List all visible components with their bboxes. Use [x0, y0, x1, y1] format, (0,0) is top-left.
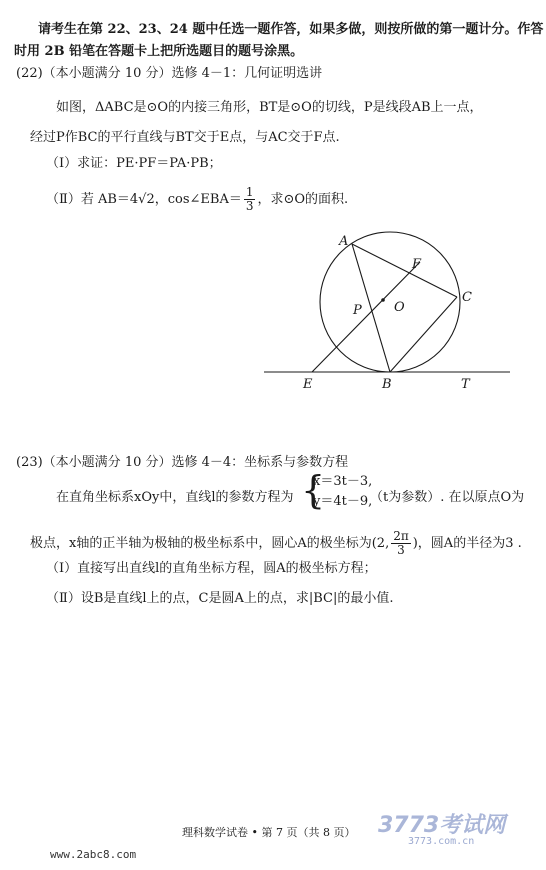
instruction-line-1: 请考生在第 22、23、24 题中任选一题作答，如果多做，则按所做的第一题计分。作答	[38, 22, 544, 37]
label-b: B	[382, 377, 392, 392]
q23-frac-num: 2π	[393, 529, 409, 543]
watermark-site: www.2abc8.com	[50, 848, 137, 861]
q23-frac-den: 3	[397, 543, 405, 557]
q23-stem-2-text-a: 极点，x轴的正半轴为极轴的极坐标系中，圆心A的极坐标为(2,	[30, 536, 390, 551]
label-c: C	[462, 290, 472, 305]
q23-eq-y: y＝4t－9,	[313, 494, 373, 509]
segment-ef	[312, 262, 420, 372]
q23-stem-2	[30, 530, 522, 557]
segment-ac	[352, 244, 457, 297]
label-f: F	[412, 257, 422, 272]
q23-stem-2-fraction	[391, 530, 411, 557]
q22-frac-num: 1	[245, 185, 254, 199]
label-p: P	[353, 303, 362, 318]
page-footer: 理科数学试卷 • 第 7 页（共 8 页）	[182, 826, 356, 839]
q23-stem-2-text-b: )，圆A的半径为3 .	[412, 536, 522, 551]
q22-header: (22)（本小题满分 10 分）选修 4－1：几何证明选讲	[16, 66, 323, 81]
q22-frac-den: 3	[245, 199, 254, 213]
q22-part-2-text-a: （Ⅱ）若 AB＝4√2，cos∠EBA＝	[46, 192, 242, 207]
q23-header: (23)（本小题满分 10 分）选修 4－4：坐标系与参数方程	[16, 455, 349, 470]
q22-stem-1: 如图，ΔABC是⊙O的内接三角形，BT是⊙O的切线，P是线段AB上一点，	[56, 100, 483, 115]
watermark-brand-url: 3773.com.cn	[408, 836, 475, 847]
q23-system-brace: {	[301, 468, 326, 512]
q22-part-2-text-b: ，求⊙O的面积.	[257, 192, 349, 207]
label-a: A	[339, 234, 349, 249]
q22-part-1: （Ⅰ）求证：PE·PF＝PA·PB；	[46, 156, 222, 171]
q23-eq-x: x＝3t－3,	[313, 474, 373, 489]
q23-part-1: （Ⅰ）直接写出直线l的直角坐标方程，圆A的极坐标方程；	[46, 561, 377, 576]
center-point-o	[381, 298, 385, 302]
label-o: O	[394, 300, 405, 315]
watermark-brand: 3773考试网	[378, 813, 506, 838]
circle-o	[320, 232, 460, 372]
q23-part-2: （Ⅱ）设B是直线l上的点，C是圆A上的点，求|BC|的最小值.	[46, 591, 394, 606]
label-e: E	[303, 377, 313, 392]
label-t: T	[461, 377, 470, 392]
q23-stem-1-a: 在直角坐标系xOy中，直线l的参数方程为	[56, 490, 294, 505]
q23-stem-1-b: （t为参数）. 在以原点O为	[370, 490, 525, 505]
instruction-line-2: 时用 2B 铅笔在答题卡上把所选题目的题号涂黑。	[14, 44, 304, 59]
q22-stem-2: 经过P作BC的平行直线与BT交于E点，与AC交于F点.	[30, 130, 340, 145]
